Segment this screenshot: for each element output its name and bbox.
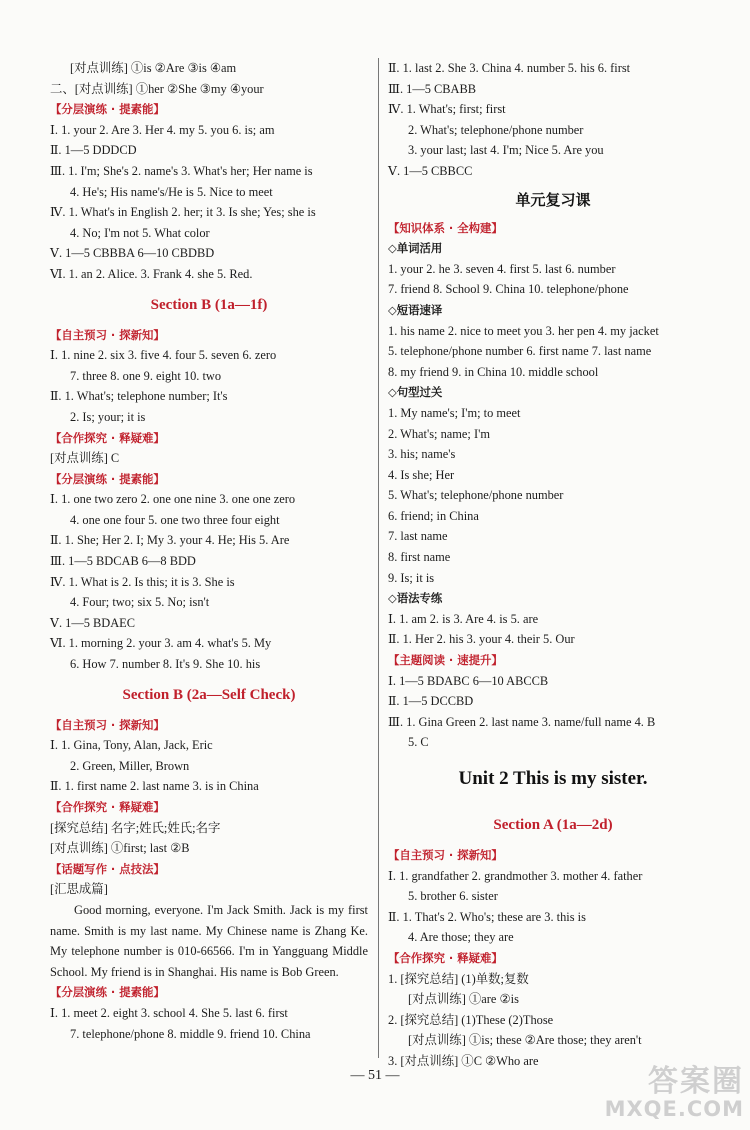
- section-heading: Section A (1a—2d): [493, 817, 613, 833]
- answer-line: Ⅱ. 1. She; Her 2. I; My 3. your 4. He; His 5. Are: [50, 533, 290, 548]
- subsection-label: ◇语法专练: [388, 591, 443, 606]
- answer-line: Ⅱ. 1. What's; telephone number; It's: [50, 389, 228, 404]
- review-heading: 单元复习课: [515, 190, 591, 209]
- answer-line: Ⅱ. 1—5 DCCBD: [388, 694, 474, 709]
- answer-line: 7. three 8. one 9. eight 10. two: [70, 368, 222, 383]
- watermark-logo: 答案圈 MXQE.COM: [604, 1064, 744, 1121]
- answer-line: 6. friend; in China: [388, 508, 479, 523]
- answer-line: 4. Four; two; six 5. No; isn't: [70, 595, 210, 610]
- section-tag: 【自主预习 · 探新知】: [50, 717, 165, 732]
- answer-line: Ⅱ. 1. first name 2. last name 3. is in China: [50, 779, 259, 794]
- answer-line: Ⅰ. 1. am 2. is 3. Are 4. is 5. are: [388, 611, 539, 626]
- answer-line: Ⅲ. 1—5 CBABB: [388, 81, 477, 96]
- answer-line: Ⅴ. 1—5 CBBBA 6—10 CBDBD: [50, 246, 215, 261]
- answer-line: 5. C: [408, 735, 429, 750]
- answer-line: Ⅱ. 1. Her 2. his 3. your 4. their 5. Our: [388, 632, 575, 647]
- answer-line: 7. last name: [388, 529, 448, 544]
- answer-line: 1. My name's; I'm; to meet: [388, 405, 521, 420]
- answer-line: [对点训练] ①first; last ②B: [50, 841, 190, 856]
- answer-line: Ⅱ. 1. That's 2. Who's; these are 3. this is: [388, 909, 586, 924]
- section-tag: 【合作探究 · 释疑难】: [50, 430, 165, 445]
- answer-line: Ⅰ. 1. grandfather 2. grandmother 3. mother 4. father: [388, 868, 643, 883]
- answer-line: Ⅳ. 1. What's in English 2. her; it 3. Is she; Yes; she is: [50, 205, 316, 220]
- answer-line: 8. my friend 9. in China 10. middle school: [388, 364, 599, 379]
- answer-line: 6. How 7. number 8. It's 9. She 10. his: [70, 657, 261, 672]
- answer-line: [汇思成篇]: [50, 882, 108, 897]
- answer-line: 4. Is she; Her: [388, 467, 455, 482]
- right-column: [388, 58, 718, 1072]
- answer-line: 2. Green, Miller, Brown: [70, 758, 190, 773]
- section-tag: 【自主预习 · 探新知】: [388, 848, 503, 862]
- answer-line: Ⅵ. 1. an 2. Alice. 3. Frank 4. she 5. Red.: [50, 266, 253, 281]
- answer-line: [探究总结] 名字;姓氏;姓氏;名字: [50, 820, 221, 835]
- answer-line: Ⅵ. 1. morning 2. your 3. am 4. what's 5. My: [50, 636, 272, 651]
- subsection-label: ◇短语速译: [388, 302, 443, 317]
- answer-line: [对点训练] ①are ②is: [408, 992, 519, 1007]
- subsection-label: ◇句型过关: [388, 385, 443, 400]
- answer-line: Ⅴ. 1—5 CBBCC: [388, 163, 473, 178]
- section-tag: 【分层演练 · 提素能】: [50, 102, 165, 117]
- answer-line: Ⅲ. 1. Gina Green 2. last name 3. name/full name 4. B: [388, 714, 656, 729]
- answer-line: Ⅱ. 1. last 2. She 3. China 4. number 5. his 6. first: [388, 61, 631, 75]
- answer-line: Ⅰ. 1. nine 2. six 3. five 4. four 5. seven 6. zero: [50, 348, 277, 363]
- section-tag: 【主题阅读 · 速提升】: [388, 653, 503, 668]
- page-number: — 51 —: [350, 1068, 400, 1083]
- answer-line: Ⅰ. 1—5 BDABC 6—10 ABCCB: [388, 673, 549, 688]
- answer-line: Ⅴ. 1—5 BDAEC: [50, 615, 136, 630]
- answer-line: Ⅳ. 1. What is 2. Is this; it is 3. She is: [50, 574, 235, 589]
- answer-line: 5. telephone/phone number 6. first name 7. last name: [388, 344, 652, 359]
- answer-line: Ⅲ. 1. I'm; She's 2. name's 3. What's her; Her name is: [50, 163, 313, 178]
- answer-line: Ⅰ. 1. your 2. Are 3. Her 4. my 5. you 6. is; am: [50, 122, 275, 137]
- column-divider: [378, 58, 379, 1058]
- answer-line: 3. his; name's: [388, 447, 456, 462]
- answer-line: 4. Are those; they are: [408, 930, 514, 945]
- section-tag: 【知识体系 · 全构建】: [388, 220, 503, 235]
- answer-line: Ⅲ. 1—5 BDCAB 6—8 BDD: [50, 554, 196, 569]
- answer-line: 3. your last; last 4. I'm; Nice 5. Are you: [408, 143, 604, 158]
- answer-line: Ⅰ. 1. Gina, Tony, Alan, Jack, Eric: [50, 738, 213, 753]
- answer-line: 二、[对点训练] ①her ②She ③my ④your: [50, 81, 264, 96]
- section-tag: 【话题写作 · 点技法】: [50, 861, 165, 876]
- answer-line: [对点训练] C: [50, 451, 120, 466]
- answer-line: 4. No; I'm not 5. What color: [70, 225, 210, 240]
- answer-line: 2. What's; telephone/phone number: [408, 122, 584, 137]
- section-heading: Section B (1a—1f): [150, 296, 268, 313]
- answer-line: [对点训练] ①is ②Are ③is ④am: [70, 61, 237, 75]
- section-heading: Section B (2a—Self Check): [122, 686, 296, 703]
- answer-line: 2. What's; name; I'm: [388, 426, 490, 441]
- answer-line: 1. his name 2. nice to meet you 3. her pen 4. my jacket: [388, 323, 659, 338]
- answer-line: Ⅱ. 1—5 DDDCD: [50, 143, 137, 158]
- essay-paragraph: Good morning, everyone. I'm Jack Smith. Jack is my first name. Smith is my last name. My Chinese name is Zhang Ke. My telephone number is 010-66566. I'm in Yangguang Middle School. My friend is in Shanghai. His name is Bob Green.: [50, 902, 368, 979]
- section-tag: 【分层演练 · 提素能】: [50, 985, 165, 1000]
- section-tag: 【合作探究 · 释疑难】: [388, 950, 503, 965]
- section-tag: 【自主预习 · 探新知】: [50, 327, 165, 342]
- answer-line: Ⅰ. 1. meet 2. eight 3. school 4. She 5. last 6. first: [50, 1005, 288, 1020]
- left-column: [50, 58, 368, 1044]
- answer-line: 5. brother 6. sister: [408, 889, 498, 904]
- answer-line: 4. He's; His name's/He is 5. Nice to meet: [70, 184, 273, 199]
- answer-line: 2. Is; your; it is: [70, 409, 146, 424]
- answer-line: [对点训练] ①is; these ②Are those; they aren't: [408, 1033, 642, 1048]
- answer-line: 2. [探究总结] (1)These (2)Those: [388, 1012, 554, 1027]
- subsection-label: ◇单词活用: [388, 241, 443, 256]
- answer-line: Ⅳ. 1. What's; first; first: [388, 102, 506, 117]
- answer-line: 8. first name: [388, 550, 451, 565]
- answer-line: 5. What's; telephone/phone number: [388, 488, 564, 503]
- answer-line: 4. one one four 5. one two three four eight: [70, 512, 280, 527]
- answer-line: Ⅰ. 1. one two zero 2. one one nine 3. one one zero: [50, 492, 296, 507]
- section-tag: 【分层演练 · 提素能】: [50, 471, 165, 486]
- answer-line: 1. [探究总结] (1)单数;复数: [388, 971, 529, 986]
- answer-line: 1. your 2. he 3. seven 4. first 5. last 6. number: [388, 261, 616, 276]
- answer-line: 9. Is; it is: [388, 570, 435, 585]
- answer-line: 7. friend 8. School 9. China 10. telephone/phone: [388, 282, 629, 297]
- section-tag: 【合作探究 · 释疑难】: [50, 800, 165, 814]
- answer-line: 3. [对点训练] ①C ②Who are: [388, 1053, 539, 1068]
- unit-heading: Unit 2 This is my sister.: [458, 768, 648, 789]
- answer-line: 7. telephone/phone 8. middle 9. friend 10. China: [70, 1026, 311, 1041]
